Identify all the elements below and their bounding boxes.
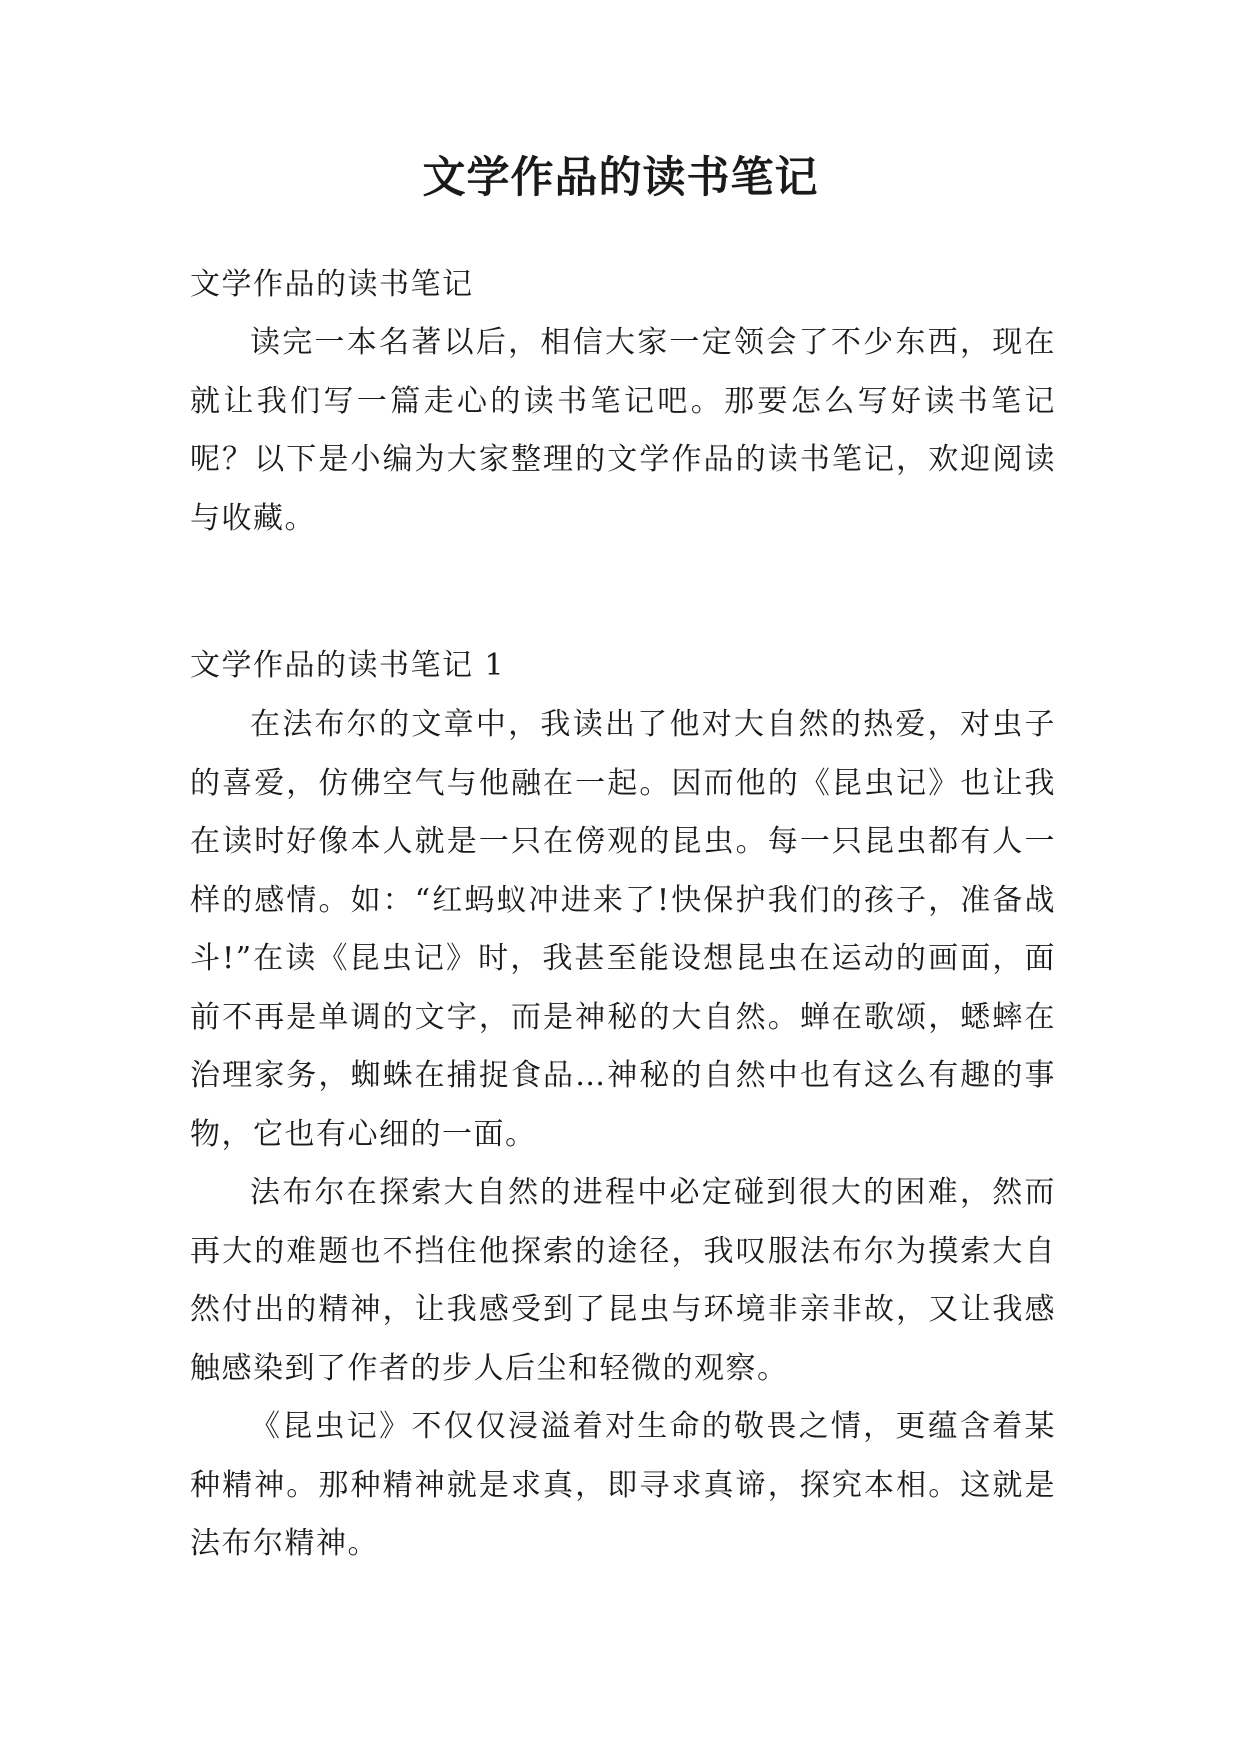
document-title: 文学作品的读书笔记 <box>422 153 819 203</box>
section-1-paragraph-3: 《昆虫记》不仅仅浸溢着对生命的敬畏之情，更蕴含着某种精神。那种精神就是求真，即寻求真谛，探究本相。这就是法布尔精神。 <box>190 1409 1056 1561</box>
intro-heading: 文学作品的读书笔记 <box>190 267 474 302</box>
section-1-body <box>190 696 1056 1574</box>
intro-paragraph: 读完一本名著以后，相信大家一定领会了不少东西，现在就让我们写一篇走心的读书笔记吧。那要怎么写好读书笔记呢？以下是小编为大家整理的文学作品的读书笔记，欢迎阅读与收藏。 <box>190 325 1056 536</box>
section-1-heading: 文学作品的读书笔记 1 <box>190 648 506 683</box>
intro-section <box>190 314 1056 548</box>
section-1-paragraph-1: 在法布尔的文章中，我读出了他对大自然的热爱，对虫子的喜爱，仿佛空气与他融在一起。因而他的《昆虫记》也让我在读时好像本人就是一只在傍观的昆虫。每一只昆虫都有人一样的感情。如：“红蚂蚁冲进来了!快保护我们的孩子，准备战斗!”在读《昆虫记》时，我甚至能设想昆虫在运动的画面，面前不再是单调的文字，而是神秘的大自然。蝉在歌颂，蟋蟀在治理家务，蜘蛛在捕捉食品…神秘的自然中也有这么有趣的事物，它也有心细的一面。 <box>190 707 1056 1152</box>
section-1-paragraph-2: 法布尔在探索大自然的进程中必定碰到很大的困难，然而再大的难题也不挡住他探索的途径，我叹服法布尔为摸索大自然付出的精神，让我感受到了昆虫与环境非亲非故，又让我感触感染到了作者的步人后尘和轻微的观察。 <box>190 1175 1056 1386</box>
